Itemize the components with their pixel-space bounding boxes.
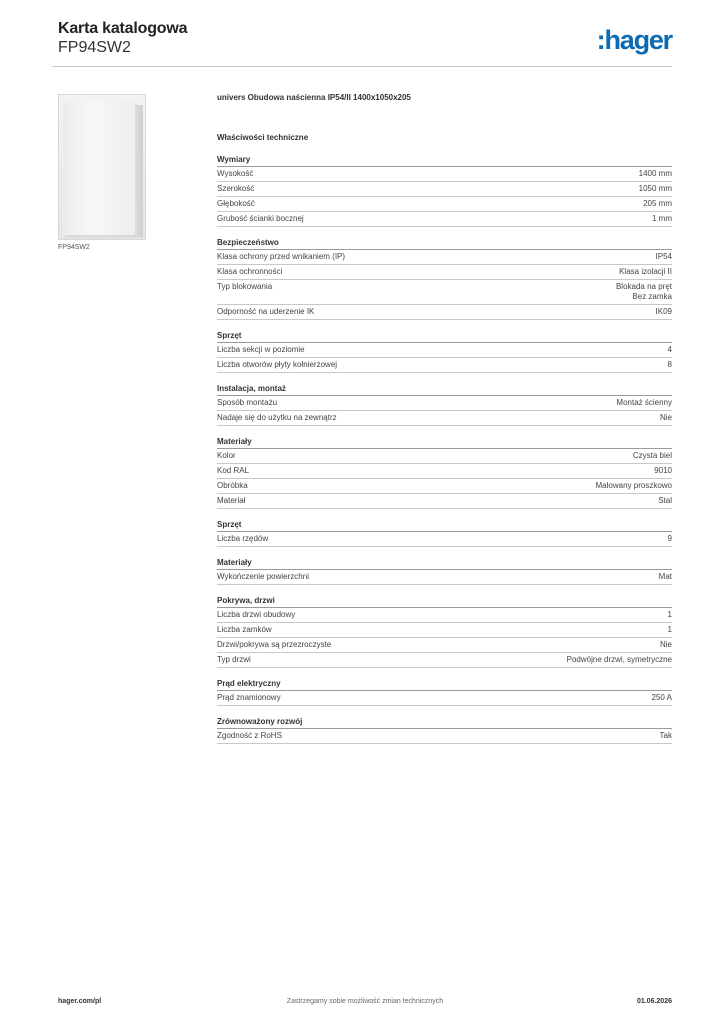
spec-value bbox=[567, 655, 672, 665]
spec-section bbox=[217, 238, 672, 320]
spec-label: Nadaje się do użytku na zewnątrz bbox=[217, 413, 337, 422]
spec-row bbox=[217, 653, 672, 668]
spec-value-line: Montaż ścienny bbox=[616, 398, 672, 407]
spec-value-line: 1 bbox=[667, 625, 672, 634]
spec-row bbox=[217, 729, 672, 744]
spec-section bbox=[217, 437, 672, 509]
document-header bbox=[58, 20, 187, 57]
spec-row bbox=[217, 358, 672, 373]
product-code: FP94SW2 bbox=[58, 39, 131, 56]
spec-row bbox=[217, 479, 672, 494]
spec-row bbox=[217, 623, 672, 638]
spec-row bbox=[217, 305, 672, 320]
spec-label: Typ drzwi bbox=[217, 655, 251, 664]
spec-value bbox=[643, 199, 672, 209]
spec-value-line: 205 mm bbox=[643, 199, 672, 208]
spec-row bbox=[217, 182, 672, 197]
spec-value bbox=[656, 252, 672, 262]
spec-label: Kod RAL bbox=[217, 466, 250, 475]
section-title: Pokrywa, drzwi bbox=[217, 596, 672, 608]
spec-row bbox=[217, 343, 672, 358]
footer-website[interactable]: hager.com/pl bbox=[58, 998, 102, 1005]
section-title: Wymiary bbox=[217, 155, 672, 167]
image-caption: FP94SW2 bbox=[58, 244, 90, 251]
header-divider bbox=[52, 66, 672, 67]
spec-value-line: 1050 mm bbox=[638, 184, 672, 193]
properties-title: Właściwości techniczne bbox=[217, 133, 309, 142]
spec-section bbox=[217, 596, 672, 668]
spec-value bbox=[668, 360, 672, 370]
spec-row bbox=[217, 608, 672, 623]
spec-label: Liczba otworów płyty kołnierzowej bbox=[217, 360, 338, 369]
spec-value bbox=[660, 413, 672, 423]
section-title: Bezpieczeństwo bbox=[217, 238, 672, 250]
spec-value-line: Stal bbox=[658, 496, 672, 505]
spec-value-line: 9010 bbox=[654, 466, 672, 475]
spec-value bbox=[668, 345, 672, 355]
spec-value bbox=[619, 267, 672, 277]
spec-section bbox=[217, 331, 672, 373]
spec-value-line: IK09 bbox=[655, 307, 672, 316]
spec-label: Odporność na uderzenie IK bbox=[217, 307, 315, 316]
spec-content bbox=[217, 93, 672, 755]
spec-label: Obróbka bbox=[217, 481, 248, 490]
spec-label: Drzwi/pokrywa są przezroczyste bbox=[217, 640, 332, 649]
spec-value bbox=[616, 282, 672, 302]
product-title: univers Obudowa naścienna IP54/II 1400x1050x205 bbox=[217, 93, 411, 102]
spec-row bbox=[217, 494, 672, 509]
spec-value bbox=[639, 169, 672, 179]
spec-row bbox=[217, 691, 672, 706]
spec-value bbox=[616, 398, 672, 408]
spec-sections bbox=[217, 155, 672, 744]
spec-section bbox=[217, 384, 672, 426]
product-image bbox=[58, 94, 146, 240]
spec-section bbox=[217, 558, 672, 585]
spec-label: Głębokość bbox=[217, 199, 255, 208]
spec-label: Typ blokowania bbox=[217, 282, 273, 291]
section-title: Materiały bbox=[217, 558, 672, 570]
spec-value-line: 8 bbox=[667, 360, 672, 369]
spec-row bbox=[217, 167, 672, 182]
spec-label: Liczba drzwi obudowy bbox=[217, 610, 296, 619]
spec-value bbox=[660, 640, 672, 650]
spec-label: Wykończenie powierzchni bbox=[217, 572, 309, 581]
spec-value-line: 1 bbox=[667, 610, 672, 619]
spec-value-line: Klasa izolacji II bbox=[619, 267, 672, 276]
spec-value-line: Bez zamka bbox=[632, 292, 672, 301]
spec-section bbox=[217, 520, 672, 547]
section-title: Zrównoważony rozwój bbox=[217, 717, 672, 729]
enclosure-front bbox=[63, 101, 135, 235]
spec-row bbox=[217, 212, 672, 227]
hager-logo: :hager bbox=[596, 25, 672, 55]
spec-row bbox=[217, 532, 672, 547]
spec-row bbox=[217, 265, 672, 280]
spec-value-line: Nie bbox=[659, 413, 672, 422]
spec-label: Materiał bbox=[217, 496, 246, 505]
spec-value bbox=[652, 214, 672, 224]
footer-date: 01.06.2026 bbox=[636, 998, 672, 1005]
section-title: Sprzęt bbox=[217, 520, 672, 532]
spec-label: Sposób montażu bbox=[217, 398, 278, 407]
spec-label: Liczba rzędów bbox=[217, 534, 269, 543]
document-title: Karta katalogowa bbox=[58, 20, 188, 37]
spec-value bbox=[668, 534, 672, 544]
spec-value-line: 1 mm bbox=[652, 214, 672, 223]
spec-row bbox=[217, 280, 672, 305]
spec-row bbox=[217, 638, 672, 653]
enclosure-side bbox=[135, 105, 143, 237]
spec-label: Grubość ścianki bocznej bbox=[217, 214, 304, 223]
spec-label: Wysokość bbox=[217, 169, 254, 178]
spec-value-line: Nie bbox=[659, 640, 672, 649]
spec-value bbox=[659, 572, 672, 582]
spec-value-line: 9 bbox=[667, 534, 672, 543]
spec-value bbox=[656, 307, 672, 317]
spec-label: Szerokość bbox=[217, 184, 255, 193]
spec-row bbox=[217, 197, 672, 212]
spec-row bbox=[217, 449, 672, 464]
section-title: Materiały bbox=[217, 437, 672, 449]
spec-row bbox=[217, 570, 672, 585]
section-title: Prąd elektryczny bbox=[217, 679, 672, 691]
spec-value-line: 1400 mm bbox=[638, 169, 672, 178]
spec-label: Kolor bbox=[217, 451, 236, 460]
section-title: Sprzęt bbox=[217, 331, 672, 343]
footer-disclaimer: Zastrzegamy sobie możliwość zmian technicznych bbox=[286, 998, 444, 1005]
spec-value-line: Tak bbox=[659, 731, 672, 740]
spec-value-line: Mat bbox=[658, 572, 672, 581]
spec-value bbox=[658, 496, 672, 506]
spec-row bbox=[217, 411, 672, 426]
spec-value-line: 4 bbox=[667, 345, 672, 354]
spec-section bbox=[217, 717, 672, 744]
spec-value bbox=[668, 610, 672, 620]
spec-value-line: Blokada na pręt bbox=[615, 282, 672, 291]
spec-label: Liczba sekcji w poziomie bbox=[217, 345, 305, 354]
spec-row bbox=[217, 464, 672, 479]
spec-section bbox=[217, 155, 672, 227]
spec-value-line: Podwójne drzwi, symetryczne bbox=[566, 655, 672, 664]
spec-value bbox=[633, 451, 672, 461]
spec-label: Zgodność z RoHS bbox=[217, 731, 282, 740]
spec-label: Klasa ochronności bbox=[217, 267, 283, 276]
spec-value bbox=[639, 184, 672, 194]
section-title: Instalacja, montaż bbox=[217, 384, 672, 396]
spec-value-line: Czysta biel bbox=[632, 451, 672, 460]
spec-row bbox=[217, 396, 672, 411]
spec-value bbox=[652, 693, 672, 703]
spec-value-line: Malowany proszkowo bbox=[595, 481, 672, 490]
spec-value bbox=[596, 481, 672, 491]
spec-row bbox=[217, 250, 672, 265]
spec-label: Liczba zamków bbox=[217, 625, 272, 634]
spec-value bbox=[654, 466, 672, 476]
spec-value bbox=[660, 731, 672, 741]
spec-value-line: 250 A bbox=[651, 693, 672, 702]
spec-label: Prąd znamionowy bbox=[217, 693, 281, 702]
spec-label: Klasa ochrony przed wnikaniem (IP) bbox=[217, 252, 346, 261]
spec-value-line: IP54 bbox=[655, 252, 672, 261]
spec-value bbox=[668, 625, 672, 635]
spec-section bbox=[217, 679, 672, 706]
